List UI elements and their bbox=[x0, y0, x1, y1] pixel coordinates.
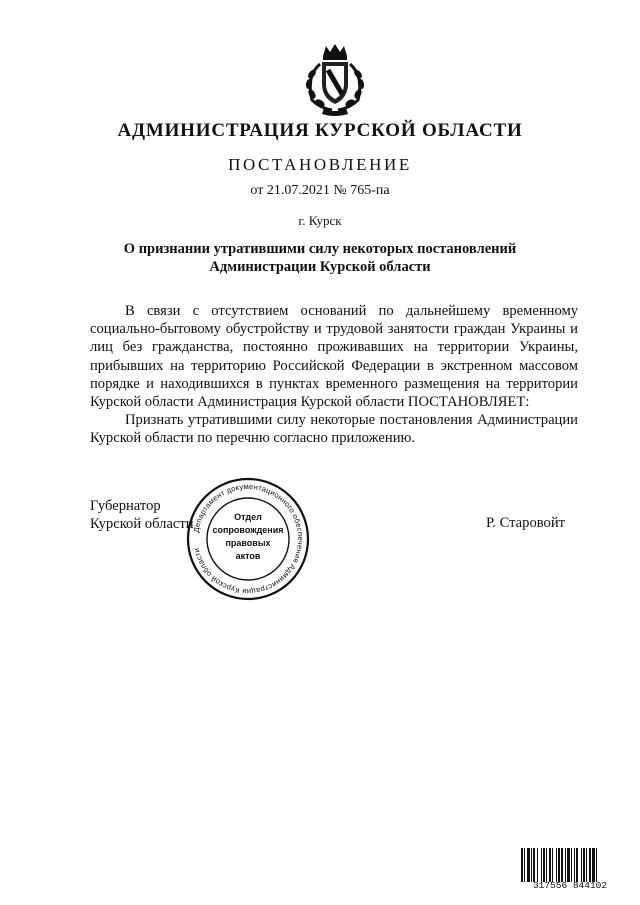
barcode-bar bbox=[576, 848, 578, 882]
barcode-number: 317556 844102 bbox=[532, 880, 608, 891]
body-paragraph-2: Признать утратившими силу некоторые постановления Администрации Курской области по перечню согласно приложению. bbox=[90, 412, 578, 447]
barcode-bar bbox=[567, 848, 570, 882]
barcode-bar bbox=[596, 848, 597, 882]
document-date-number: от 21.07.2021 № 765-па bbox=[250, 183, 390, 198]
document-type: ПОСТАНОВЛЕНИЕ bbox=[228, 155, 412, 174]
subject-line-2: Администрации Курской области bbox=[209, 259, 431, 275]
barcode-bar bbox=[537, 848, 538, 882]
stamp-line-4: актов bbox=[235, 551, 261, 561]
barcode-bar bbox=[589, 848, 591, 882]
barcode-bar bbox=[524, 848, 525, 882]
barcode-bar bbox=[531, 848, 532, 882]
organization-title: АДМИНИСТРАЦИЯ КУРСКОЙ ОБЛАСТИ bbox=[117, 120, 523, 141]
barcode-bar bbox=[592, 848, 595, 882]
document-body bbox=[90, 302, 578, 448]
barcode-bar bbox=[565, 848, 566, 882]
barcode-bar bbox=[556, 848, 557, 882]
barcode-bar bbox=[574, 848, 575, 882]
subject-line-1: О признании утратившими силу некоторых постановлений bbox=[123, 241, 517, 257]
document-city: г. Курск bbox=[298, 213, 342, 228]
body-paragraph-1: В связи с отсутствием оснований по дальнейшему временному социально-бытовому обустройству и трудовой занятости граждан Украины и лиц без гражданства, постоянно проживавших на территории Украины, прибывших на территорию Российской Федерации в экстренном массовом порядке и находившихся в пунктах временного размещения на территории Курской области Администрация Курской области ПОСТАНОВЛЯЕТ: bbox=[90, 303, 578, 411]
barcode-bar bbox=[586, 848, 587, 882]
barcode-bar bbox=[571, 848, 572, 882]
barcode-bar bbox=[543, 848, 545, 882]
barcode-bar bbox=[546, 848, 547, 882]
signer-title: Губернатор Курской области bbox=[90, 498, 194, 532]
stamp-line-2: сопровождения bbox=[212, 525, 284, 535]
barcode-bar bbox=[533, 848, 535, 882]
barcode-bar bbox=[583, 848, 585, 882]
stamp-line-3: правовых bbox=[225, 538, 271, 548]
signer-name: Р. Старовойт bbox=[486, 515, 566, 531]
stamp-ring-text: Департамент документационного обеспечения Администрации Курской области bbox=[191, 481, 306, 597]
barcode-bar bbox=[527, 848, 530, 882]
barcode-bar bbox=[581, 848, 582, 882]
barcode bbox=[520, 848, 620, 893]
barcode-bar bbox=[541, 848, 542, 882]
barcode-bar bbox=[521, 848, 523, 882]
barcode-bar bbox=[552, 848, 553, 882]
official-stamp bbox=[185, 476, 311, 602]
stamp-line-1: Отдел bbox=[234, 512, 262, 522]
barcode-bar bbox=[549, 848, 551, 882]
barcode-bar bbox=[558, 848, 560, 882]
barcode-bar bbox=[561, 848, 563, 882]
document-subject bbox=[120, 240, 520, 276]
coat-of-arms-emblem bbox=[290, 42, 380, 117]
barcode-bars bbox=[520, 848, 620, 882]
